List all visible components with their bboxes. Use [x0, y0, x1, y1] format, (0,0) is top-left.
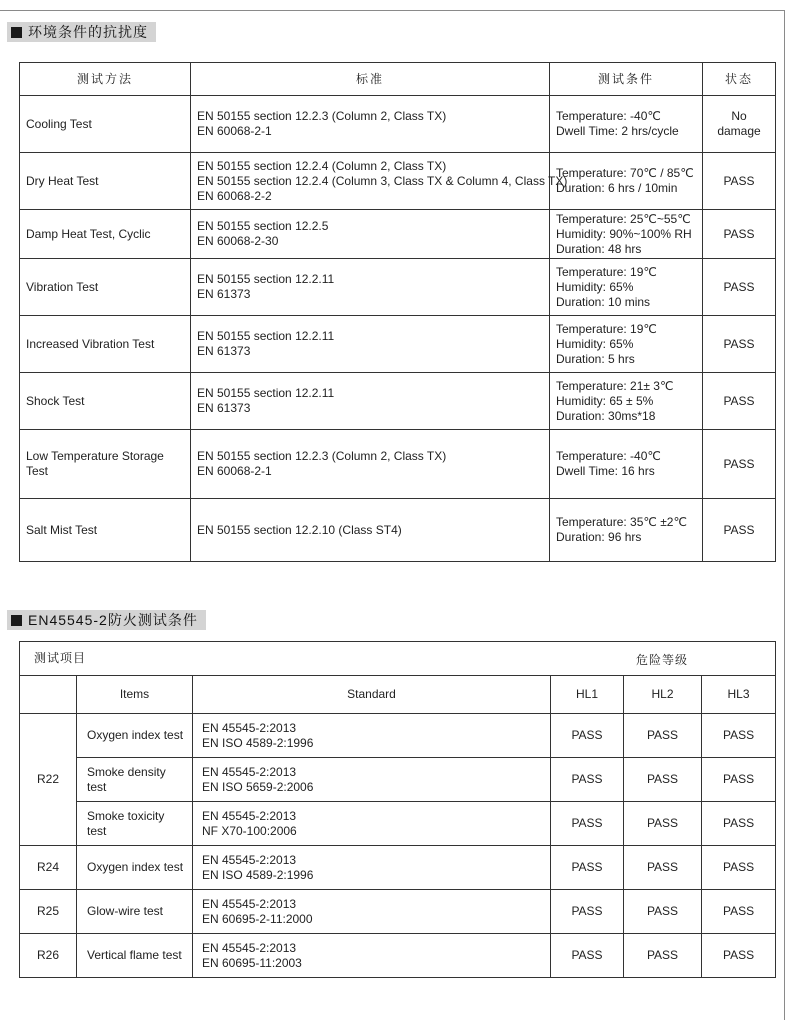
- bullet-square-icon: [11, 27, 22, 38]
- standard-cell: [191, 430, 550, 499]
- cell-line: NF X70-100:2006: [202, 823, 297, 838]
- hl2-cell: PASS: [624, 934, 702, 978]
- cell-line: EN 45545-2:2013: [202, 940, 297, 955]
- test-method-cell: Dry Heat Test: [20, 153, 191, 210]
- standard-cell: [191, 96, 550, 153]
- column-header: 状态: [703, 63, 776, 96]
- table-row: [20, 890, 776, 934]
- cell-line: EN ISO 4589-2:1996: [202, 735, 314, 750]
- standard-cell: [191, 210, 550, 259]
- conditions-cell: [550, 373, 703, 430]
- cell-line: Duration: 5 hrs: [556, 351, 635, 366]
- table-row: [20, 802, 776, 846]
- cell-line: Temperature: 19℃: [556, 264, 657, 279]
- cell-line: EN 50155 section 12.2.10 (Class ST4): [197, 522, 402, 537]
- table-row: [20, 499, 776, 562]
- test-method-cell: Vibration Test: [20, 259, 191, 316]
- column-header: 测试方法: [20, 63, 191, 96]
- column-header: HL3: [702, 676, 776, 714]
- cell-line: Humidity: 65%: [556, 336, 634, 351]
- hl3-cell: PASS: [702, 934, 776, 978]
- hl1-cell: PASS: [551, 890, 624, 934]
- hl1-cell: PASS: [551, 758, 624, 802]
- cell-line: Temperature: 21± 3℃: [556, 378, 674, 393]
- standard-cell: [193, 890, 551, 934]
- conditions-cell: [550, 499, 703, 562]
- table-top-row: [20, 642, 776, 676]
- table-row: [20, 430, 776, 499]
- right-border: [784, 10, 785, 1020]
- column-header: HL2: [624, 676, 702, 714]
- table-row: [20, 96, 776, 153]
- cell-line: Temperature: 35℃ ±2℃: [556, 515, 687, 529]
- table-row: [20, 210, 776, 259]
- cell-line: EN 50155 section 12.2.3 (Column 2, Class TX): [197, 449, 447, 463]
- cell-line: EN 60695-2-11:2000: [202, 911, 313, 926]
- standard-cell: [193, 714, 551, 758]
- cell-line: Humidity: 65%: [556, 279, 634, 294]
- cell-line: EN 60068-2-2: [197, 188, 272, 203]
- section2-title: EN45545-2防火测试条件: [28, 612, 198, 628]
- conditions-cell: [550, 316, 703, 373]
- section2-heading: [7, 610, 206, 630]
- cell-line: EN 50155 section 12.2.4 (Column 2, Class TX): [197, 158, 447, 173]
- cell-line: EN 45545-2:2013: [202, 852, 297, 867]
- standard-cell: [193, 802, 551, 846]
- test-method-cell: Increased Vibration Test: [20, 316, 191, 373]
- cell-line: EN 61373: [197, 287, 251, 301]
- cell-line: Duration: 30ms*18: [556, 408, 656, 423]
- table-row: [20, 714, 776, 758]
- section1-heading: [7, 22, 156, 42]
- cell-line: Duration: 96 hrs: [556, 530, 642, 544]
- requirement-code-cell: R25: [20, 890, 77, 934]
- hazard-level-label: 危险等级: [636, 653, 689, 667]
- standard-cell: [191, 499, 550, 562]
- cell-line: Temperature: -40℃: [556, 449, 661, 463]
- hl1-cell: PASS: [551, 846, 624, 890]
- column-header: 测试条件: [550, 63, 703, 96]
- table-row: [20, 316, 776, 373]
- test-method-cell: Low Temperature Storage Test: [20, 430, 191, 499]
- requirement-code-cell: R24: [20, 846, 77, 890]
- item-cell: Glow-wire test: [77, 890, 193, 934]
- cell-line: EN 50155 section 12.2.11: [197, 272, 335, 286]
- item-cell: Oxygen index test: [77, 846, 193, 890]
- standard-cell: [191, 316, 550, 373]
- cell-line: Temperature: 70℃ / 85℃: [556, 166, 694, 180]
- cell-line: Duration: 6 hrs / 10min: [556, 181, 678, 195]
- standard-cell: [191, 373, 550, 430]
- standard-cell: [193, 758, 551, 802]
- requirement-code-cell: R22: [20, 714, 77, 846]
- hl2-cell: PASS: [624, 758, 702, 802]
- cell-line: Humidity: 65 ± 5%: [556, 393, 654, 408]
- column-header: HL1: [551, 676, 624, 714]
- table-row: [20, 259, 776, 316]
- hl2-cell: PASS: [624, 714, 702, 758]
- hl3-cell: PASS: [702, 758, 776, 802]
- standard-cell: [191, 259, 550, 316]
- cell-line: EN 50155 section 12.2.11: [197, 386, 335, 400]
- cell-line: EN 45545-2:2013: [202, 896, 297, 911]
- status-cell: PASS: [703, 499, 776, 562]
- hl1-cell: PASS: [551, 934, 624, 978]
- table-row: [20, 153, 776, 210]
- cell-line: EN ISO 4589-2:1996: [202, 867, 314, 882]
- standard-cell: [193, 934, 551, 978]
- conditions-cell: [550, 259, 703, 316]
- hl3-cell: PASS: [702, 714, 776, 758]
- table-row: [20, 846, 776, 890]
- fire-test-table: [19, 641, 776, 978]
- cell-line: EN 45545-2:2013: [202, 720, 297, 735]
- top-border: [0, 10, 784, 11]
- column-header: 标准: [191, 63, 550, 96]
- hl2-cell: PASS: [624, 802, 702, 846]
- cell-line: Humidity: 90%~100% RH: [556, 226, 692, 241]
- table-header-row: [20, 676, 776, 714]
- cell-line: Temperature: 19℃: [556, 321, 657, 336]
- cell-line: Duration: 48 hrs: [556, 241, 642, 256]
- standard-cell: [193, 846, 551, 890]
- section1-title: 环境条件的抗扰度: [28, 24, 148, 40]
- status-cell: PASS: [703, 259, 776, 316]
- hl2-cell: PASS: [624, 890, 702, 934]
- environment-test-table: [19, 62, 776, 562]
- bullet-square-icon: [11, 615, 22, 626]
- header-blank-cell: [20, 676, 77, 714]
- conditions-cell: [550, 430, 703, 499]
- table-header-row: [20, 63, 776, 96]
- cell-line: Temperature: 25℃~55℃: [556, 211, 691, 226]
- status-cell: PASS: [703, 430, 776, 499]
- cell-line: EN ISO 5659-2:2006: [202, 779, 314, 794]
- test-method-cell: Salt Mist Test: [20, 499, 191, 562]
- table-row: [20, 758, 776, 802]
- column-header: Standard: [193, 676, 551, 714]
- cell-line: EN 50155 section 12.2.11: [197, 329, 335, 343]
- item-cell: Oxygen index test: [77, 714, 193, 758]
- cell-line: EN 50155 section 12.2.3 (Column 2, Class TX): [197, 109, 447, 123]
- cell-line: EN 50155 section 12.2.4 (Column 3, Class TX & Column 4, Class TX): [197, 173, 568, 188]
- column-header: Items: [77, 676, 193, 714]
- hl2-cell: PASS: [624, 846, 702, 890]
- item-cell: Smoke density test: [77, 758, 193, 802]
- hl3-cell: PASS: [702, 890, 776, 934]
- requirement-code-cell: R26: [20, 934, 77, 978]
- table-top-cell: [20, 642, 776, 676]
- status-cell: PASS: [703, 316, 776, 373]
- cell-line: EN 60068-2-30: [197, 234, 279, 248]
- cell-line: EN 45545-2:2013: [202, 764, 297, 779]
- cell-line: EN 61373: [197, 344, 251, 358]
- cell-line: EN 60068-2-1: [197, 124, 272, 138]
- conditions-cell: [550, 96, 703, 153]
- cell-line: Duration: 10 mins: [556, 294, 651, 309]
- table-row: [20, 934, 776, 978]
- cell-line: Dwell Time: 16 hrs: [556, 464, 655, 478]
- conditions-cell: [550, 210, 703, 259]
- cell-line: EN 61373: [197, 401, 251, 415]
- status-cell: No damage: [703, 96, 776, 153]
- status-cell: PASS: [703, 210, 776, 259]
- test-items-label: 测试项目: [34, 651, 87, 665]
- test-method-cell: Shock Test: [20, 373, 191, 430]
- table-row: [20, 373, 776, 430]
- hl1-cell: PASS: [551, 714, 624, 758]
- cell-line: EN 50155 section 12.2.5: [197, 219, 329, 233]
- status-cell: PASS: [703, 153, 776, 210]
- cell-line: Temperature: -40℃: [556, 109, 661, 123]
- standard-cell: [191, 153, 568, 210]
- conditions-cell: [550, 153, 703, 210]
- hl3-cell: PASS: [702, 846, 776, 890]
- hl1-cell: PASS: [551, 802, 624, 846]
- cell-line: Dwell Time: 2 hrs/cycle: [556, 124, 679, 138]
- item-cell: Smoke toxicity test: [77, 802, 193, 846]
- hl3-cell: PASS: [702, 802, 776, 846]
- test-method-cell: Damp Heat Test, Cyclic: [20, 210, 191, 259]
- cell-line: EN 60695-11:2003: [202, 955, 302, 970]
- item-cell: Vertical flame test: [77, 934, 193, 978]
- status-cell: PASS: [703, 373, 776, 430]
- cell-line: EN 45545-2:2013: [202, 808, 297, 823]
- test-method-cell: Cooling Test: [20, 96, 191, 153]
- cell-line: EN 60068-2-1: [197, 464, 272, 478]
